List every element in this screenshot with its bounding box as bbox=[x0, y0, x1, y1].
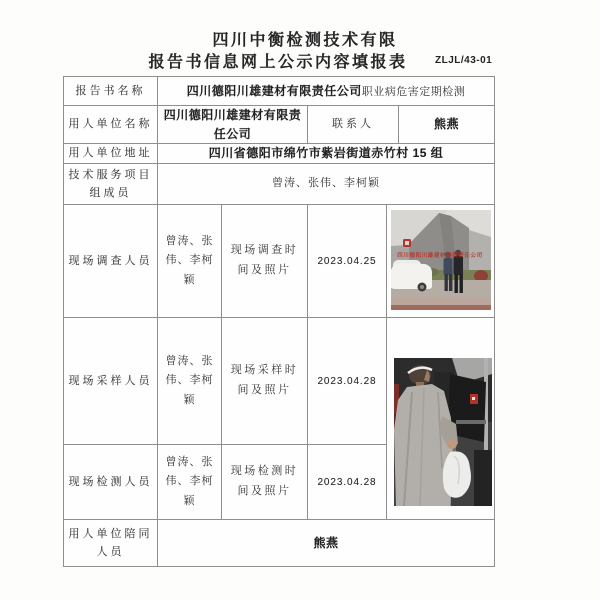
report-name-suffix: 职业病危害定期检测 bbox=[361, 86, 466, 98]
cell-address-value: 四川省德阳市绵竹市紫岩街道赤竹村 15 组 bbox=[157, 143, 494, 163]
cell-testing-staff: 曾涛、张伟、李柯颖 bbox=[157, 444, 221, 519]
cell-escort-label: 用人单位陪同人员 bbox=[64, 519, 157, 566]
cell-survey-photo bbox=[386, 204, 494, 317]
cell-team-members: 曾涛、张伟、李柯颖 bbox=[157, 163, 494, 204]
doc-title-line2: 报告书信息网上公示内容填报表 bbox=[148, 54, 408, 71]
cell-sampling-date: 2023.04.28 bbox=[307, 317, 386, 444]
cell-team-label: 技术服务项目组成员 bbox=[64, 163, 157, 204]
site-operation-photo bbox=[394, 358, 492, 506]
report-name-company: 四川德阳川雄建材有限责任公司 bbox=[186, 83, 362, 98]
site-survey-photo-art bbox=[391, 210, 491, 310]
cell-survey-label: 现场调查人员 bbox=[64, 204, 157, 317]
site-survey-photo bbox=[391, 210, 491, 310]
doc-code: ZLJL/43-01 bbox=[435, 55, 493, 66]
cell-survey-date: 2023.04.25 bbox=[307, 204, 386, 317]
cell-testing-label: 现场检测人员 bbox=[64, 444, 157, 519]
cell-operation-photo bbox=[386, 317, 494, 519]
cell-survey-staff: 曾涛、张伟、李柯颖 bbox=[157, 204, 221, 317]
cell-sampling-staff: 曾涛、张伟、李柯颖 bbox=[157, 317, 221, 444]
cell-contact-name: 熊燕 bbox=[398, 105, 494, 143]
cell-employer-label: 用人单位名称 bbox=[64, 105, 157, 143]
cell-escort-value: 熊燕 bbox=[157, 519, 494, 566]
cell-contact-label: 联系人 bbox=[307, 105, 398, 143]
cell-report-name-value bbox=[157, 77, 494, 105]
cell-sampling-time-label: 现场采样时间及照片 bbox=[221, 317, 307, 444]
cell-testing-date: 2023.04.28 bbox=[307, 444, 386, 519]
cell-employer-name: 四川德阳川雄建材有限责任公司 bbox=[157, 105, 307, 143]
site-operation-photo-art bbox=[394, 358, 492, 506]
cell-report-name-label: 报告书名称 bbox=[64, 77, 157, 105]
company-sign-text: 四川德阳川雄建材有限责任公司 bbox=[397, 253, 483, 259]
cell-address-label: 用人单位地址 bbox=[64, 143, 157, 163]
cell-sampling-label: 现场采样人员 bbox=[64, 317, 157, 444]
doc-title-line1: 四川中衡检测技术有限 bbox=[212, 32, 398, 49]
report-info-table bbox=[63, 76, 495, 567]
cell-testing-time-label: 现场检测时间及照片 bbox=[221, 444, 307, 519]
cell-survey-time-label: 现场调查时间及照片 bbox=[221, 204, 307, 317]
